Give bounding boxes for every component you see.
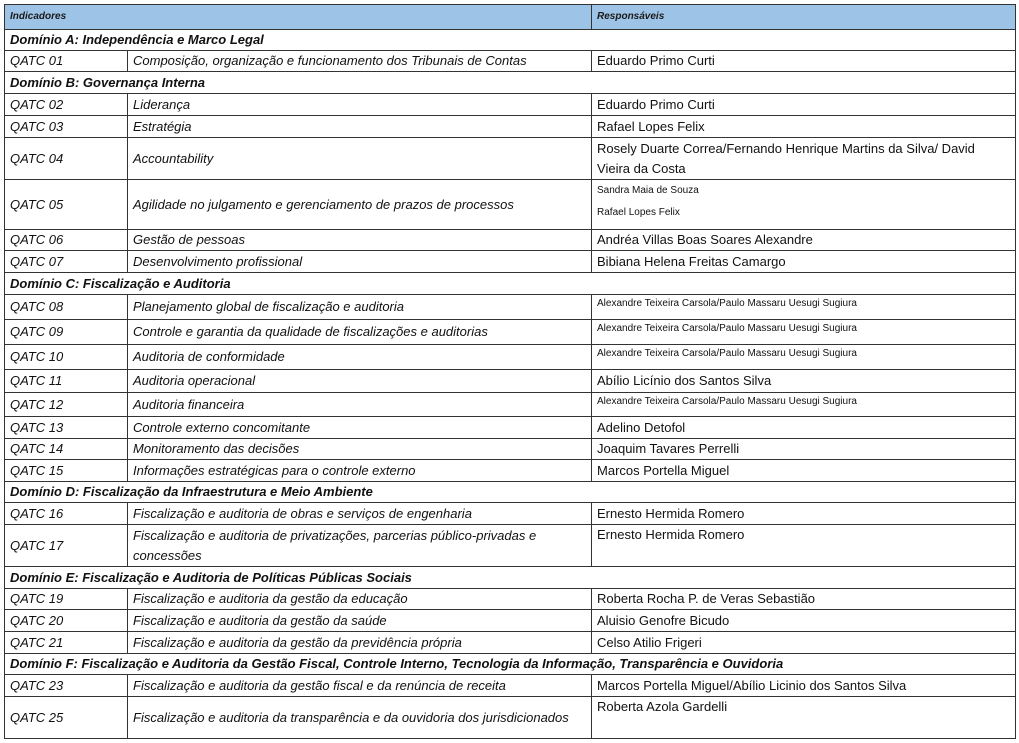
indicator-name: Planejamento global de fiscalização e auditoria (128, 295, 592, 320)
indicator-name: Estratégia (128, 116, 592, 138)
table-row (5, 525, 1016, 567)
indicator-code: QATC 09 (5, 320, 128, 345)
indicator-name: Controle e garantia da qualidade de fiscalizações e auditorias (128, 320, 592, 345)
table-row (5, 632, 1016, 654)
table-row (5, 94, 1016, 116)
responsible: Eduardo Primo Curti (592, 94, 1016, 116)
indicator-code: QATC 21 (5, 632, 128, 654)
indicator-name: Informações estratégicas para o controle externo (128, 460, 592, 482)
table-row (5, 116, 1016, 138)
domain-row (5, 482, 1016, 503)
responsible: Rafael Lopes Felix (592, 116, 1016, 138)
indicator-code: QATC 03 (5, 116, 128, 138)
table-row (5, 610, 1016, 632)
responsible: Alexandre Teixeira Carsola/Paulo Massaru Uesugi Sugiura (592, 320, 1016, 345)
indicator-code: QATC 02 (5, 94, 128, 116)
table-row (5, 138, 1016, 180)
indicator-name: Fiscalização e auditoria de privatizações, parcerias público-privadas e concessões (128, 525, 592, 567)
table-row (5, 439, 1016, 460)
indicator-name: Auditoria operacional (128, 370, 592, 393)
responsible: Alexandre Teixeira Carsola/Paulo Massaru Uesugi Sugiura (592, 295, 1016, 320)
responsible: Roberta Rocha P. de Veras Sebastião (592, 589, 1016, 610)
table-row (5, 295, 1016, 320)
indicator-code: QATC 11 (5, 370, 128, 393)
table-row (5, 230, 1016, 251)
indicator-code: QATC 13 (5, 417, 128, 439)
indicator-name: Controle externo concomitante (128, 417, 592, 439)
indicator-code: QATC 08 (5, 295, 128, 320)
responsible: Marcos Portella Miguel (592, 460, 1016, 482)
table-row (5, 51, 1016, 72)
indicator-name: Agilidade no julgamento e gerenciamento de prazos de processos (128, 180, 592, 230)
responsible: Andréa Villas Boas Soares Alexandre (592, 230, 1016, 251)
indicator-name: Accountability (128, 138, 592, 180)
table-row (5, 345, 1016, 370)
responsible: Celso Atilio Frigeri (592, 632, 1016, 654)
responsible: Ernesto Hermida Romero (592, 525, 1016, 567)
domain-row (5, 567, 1016, 589)
table-row (5, 251, 1016, 273)
responsible: Rosely Duarte Correa/Fernando Henrique Martins da Silva/ David Vieira da Costa (592, 138, 1016, 180)
indicator-code: QATC 05 (5, 180, 128, 230)
indicator-name: Composição, organização e funcionamento dos Tribunais de Contas (128, 51, 592, 72)
indicator-name: Auditoria financeira (128, 393, 592, 417)
responsible: Alexandre Teixeira Carsola/Paulo Massaru Uesugi Sugiura (592, 393, 1016, 417)
indicator-code: QATC 14 (5, 439, 128, 460)
indicator-name: Monitoramento das decisões (128, 439, 592, 460)
indicator-code: QATC 12 (5, 393, 128, 417)
domain-title: Domínio B: Governança Interna (5, 72, 1016, 94)
table-row (5, 697, 1016, 739)
indicator-name: Fiscalização e auditoria de obras e serviços de engenharia (128, 503, 592, 525)
indicator-name: Gestão de pessoas (128, 230, 592, 251)
indicator-code: QATC 16 (5, 503, 128, 525)
domain-title: Domínio D: Fiscalização da Infraestrutura e Meio Ambiente (5, 482, 1016, 503)
indicator-code: QATC 15 (5, 460, 128, 482)
table-row (5, 417, 1016, 439)
domain-title: Domínio E: Fiscalização e Auditoria de Políticas Públicas Sociais (5, 567, 1016, 589)
responsible: Bibiana Helena Freitas Camargo (592, 251, 1016, 273)
domain-row (5, 30, 1016, 51)
header-indicadores: Indicadores (5, 5, 592, 30)
indicator-name: Desenvolvimento profissional (128, 251, 592, 273)
indicator-code: QATC 07 (5, 251, 128, 273)
indicator-code: QATC 10 (5, 345, 128, 370)
responsible (592, 180, 1016, 230)
indicator-code: QATC 17 (5, 525, 128, 567)
table-row (5, 675, 1016, 697)
table-row (5, 370, 1016, 393)
domain-row (5, 273, 1016, 295)
domain-title: Domínio A: Independência e Marco Legal (5, 30, 1016, 51)
responsible: Aluisio Genofre Bicudo (592, 610, 1016, 632)
indicator-code: QATC 23 (5, 675, 128, 697)
responsible: Adelino Detofol (592, 417, 1016, 439)
table-row (5, 180, 1016, 230)
table-row (5, 460, 1016, 482)
header-responsaveis: Responsáveis (592, 5, 1016, 30)
table-row (5, 589, 1016, 610)
indicator-code: QATC 01 (5, 51, 128, 72)
domain-row (5, 72, 1016, 94)
responsible: Abílio Licínio dos Santos Silva (592, 370, 1016, 393)
domain-title: Domínio F: Fiscalização e Auditoria da Gestão Fiscal, Controle Interno, Tecnologia da Informação, Transparência e Ouvidoria (5, 654, 1016, 675)
responsible: Joaquim Tavares Perrelli (592, 439, 1016, 460)
responsible-line: Rafael Lopes Felix (597, 207, 680, 218)
indicator-name: Liderança (128, 94, 592, 116)
table-header (5, 5, 1016, 30)
indicator-code: QATC 19 (5, 589, 128, 610)
domain-title: Domínio C: Fiscalização e Auditoria (5, 273, 1016, 295)
indicator-name: Fiscalização e auditoria da gestão da educação (128, 589, 592, 610)
indicator-name: Fiscalização e auditoria da gestão da saúde (128, 610, 592, 632)
responsible: Marcos Portella Miguel/Abílio Licinio dos Santos Silva (592, 675, 1016, 697)
responsible-line: Sandra Maia de Souza (597, 185, 699, 196)
table-row (5, 320, 1016, 345)
indicators-table (4, 4, 1016, 739)
responsible: Ernesto Hermida Romero (592, 503, 1016, 525)
table-row (5, 393, 1016, 417)
indicator-name: Auditoria de conformidade (128, 345, 592, 370)
table-row (5, 503, 1016, 525)
indicator-code: QATC 25 (5, 697, 128, 739)
indicator-code: QATC 20 (5, 610, 128, 632)
indicator-name: Fiscalização e auditoria da transparência e da ouvidoria dos jurisdicionados (128, 697, 592, 739)
indicator-name: Fiscalização e auditoria da gestão da previdência própria (128, 632, 592, 654)
responsible: Alexandre Teixeira Carsola/Paulo Massaru Uesugi Sugiura (592, 345, 1016, 370)
domain-row (5, 654, 1016, 675)
responsible: Roberta Azola Gardelli (592, 697, 1016, 739)
indicator-code: QATC 04 (5, 138, 128, 180)
indicator-name: Fiscalização e auditoria da gestão fiscal e da renúncia de receita (128, 675, 592, 697)
responsible: Eduardo Primo Curti (592, 51, 1016, 72)
indicator-code: QATC 06 (5, 230, 128, 251)
